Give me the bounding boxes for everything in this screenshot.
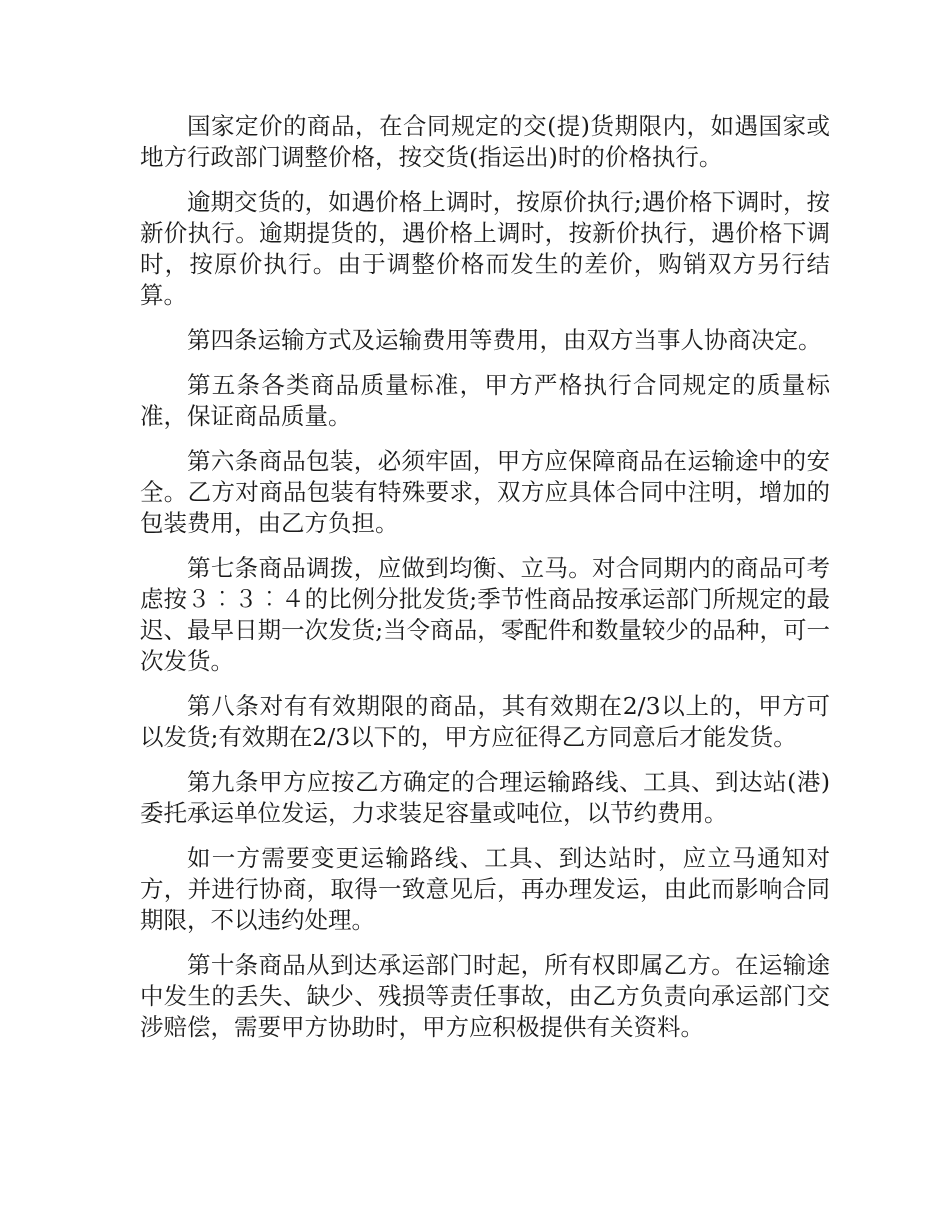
paragraph-article-7: 第七条商品调拨，应做到均衡、立马。对合同期内的商品可考虑按３︰３︰４的比例分批发货;季节性商品按承运部门所规定的最迟、最早日期一次发货;当令商品，零配件和数量较少的品种，可一次发货。 (140, 554, 830, 675)
paragraph-article-6: 第六条商品包装，必须牢固，甲方应保障商品在运输途中的安全。乙方对商品包装有特殊要求，双方应具体合同中注明，增加的包装费用，由乙方负担。 (140, 447, 830, 537)
paragraph-article-8: 第八条对有有效期限的商品，其有效期在2/3以上的，甲方可以发货;有效期在2/3以下的，甲方应征得乙方同意后才能发货。 (140, 692, 830, 751)
paragraph-article-4: 第四条运输方式及运输费用等费用，由双方当事人协商决定。 (187, 326, 822, 354)
document-body (140, 111, 830, 1057)
paragraph-price-adjustment: 国家定价的商品，在合同规定的交(提)货期限内，如遇国家或地方行政部门调整价格，按交货(指运出)时的价格执行。 (140, 112, 830, 171)
paragraph-late-delivery: 逾期交货的，如遇价格上调时，按原价执行;遇价格下调时，按新价执行。逾期提货的，遇价格上调时，按新价执行，遇价格下调时，按原价执行。由于调整价格而发生的差价，购销双方另行结算。 (140, 188, 830, 309)
paragraph-article-10: 第十条商品从到达承运部门时起，所有权即属乙方。在运输途中发生的丢失、缺少、残损等责任事故，由乙方负责向承运部门交涉赔偿，需要甲方协助时，甲方应积极提供有关资料。 (140, 951, 830, 1041)
paragraph-route-change: 如一方需要变更运输路线、工具、到达站时，应立马通知对方，并进行协商，取得一致意见后，再办理发运，由此而影响合同期限，不以违约处理。 (140, 844, 830, 934)
paragraph-article-9: 第九条甲方应按乙方确定的合理运输路线、工具、到达站(港)委托承运单位发运，力求装足容量或吨位，以节约费用。 (140, 768, 830, 827)
paragraph-article-5: 第五条各类商品质量标准，甲方严格执行合同规定的质量标准，保证商品质量。 (140, 371, 830, 430)
